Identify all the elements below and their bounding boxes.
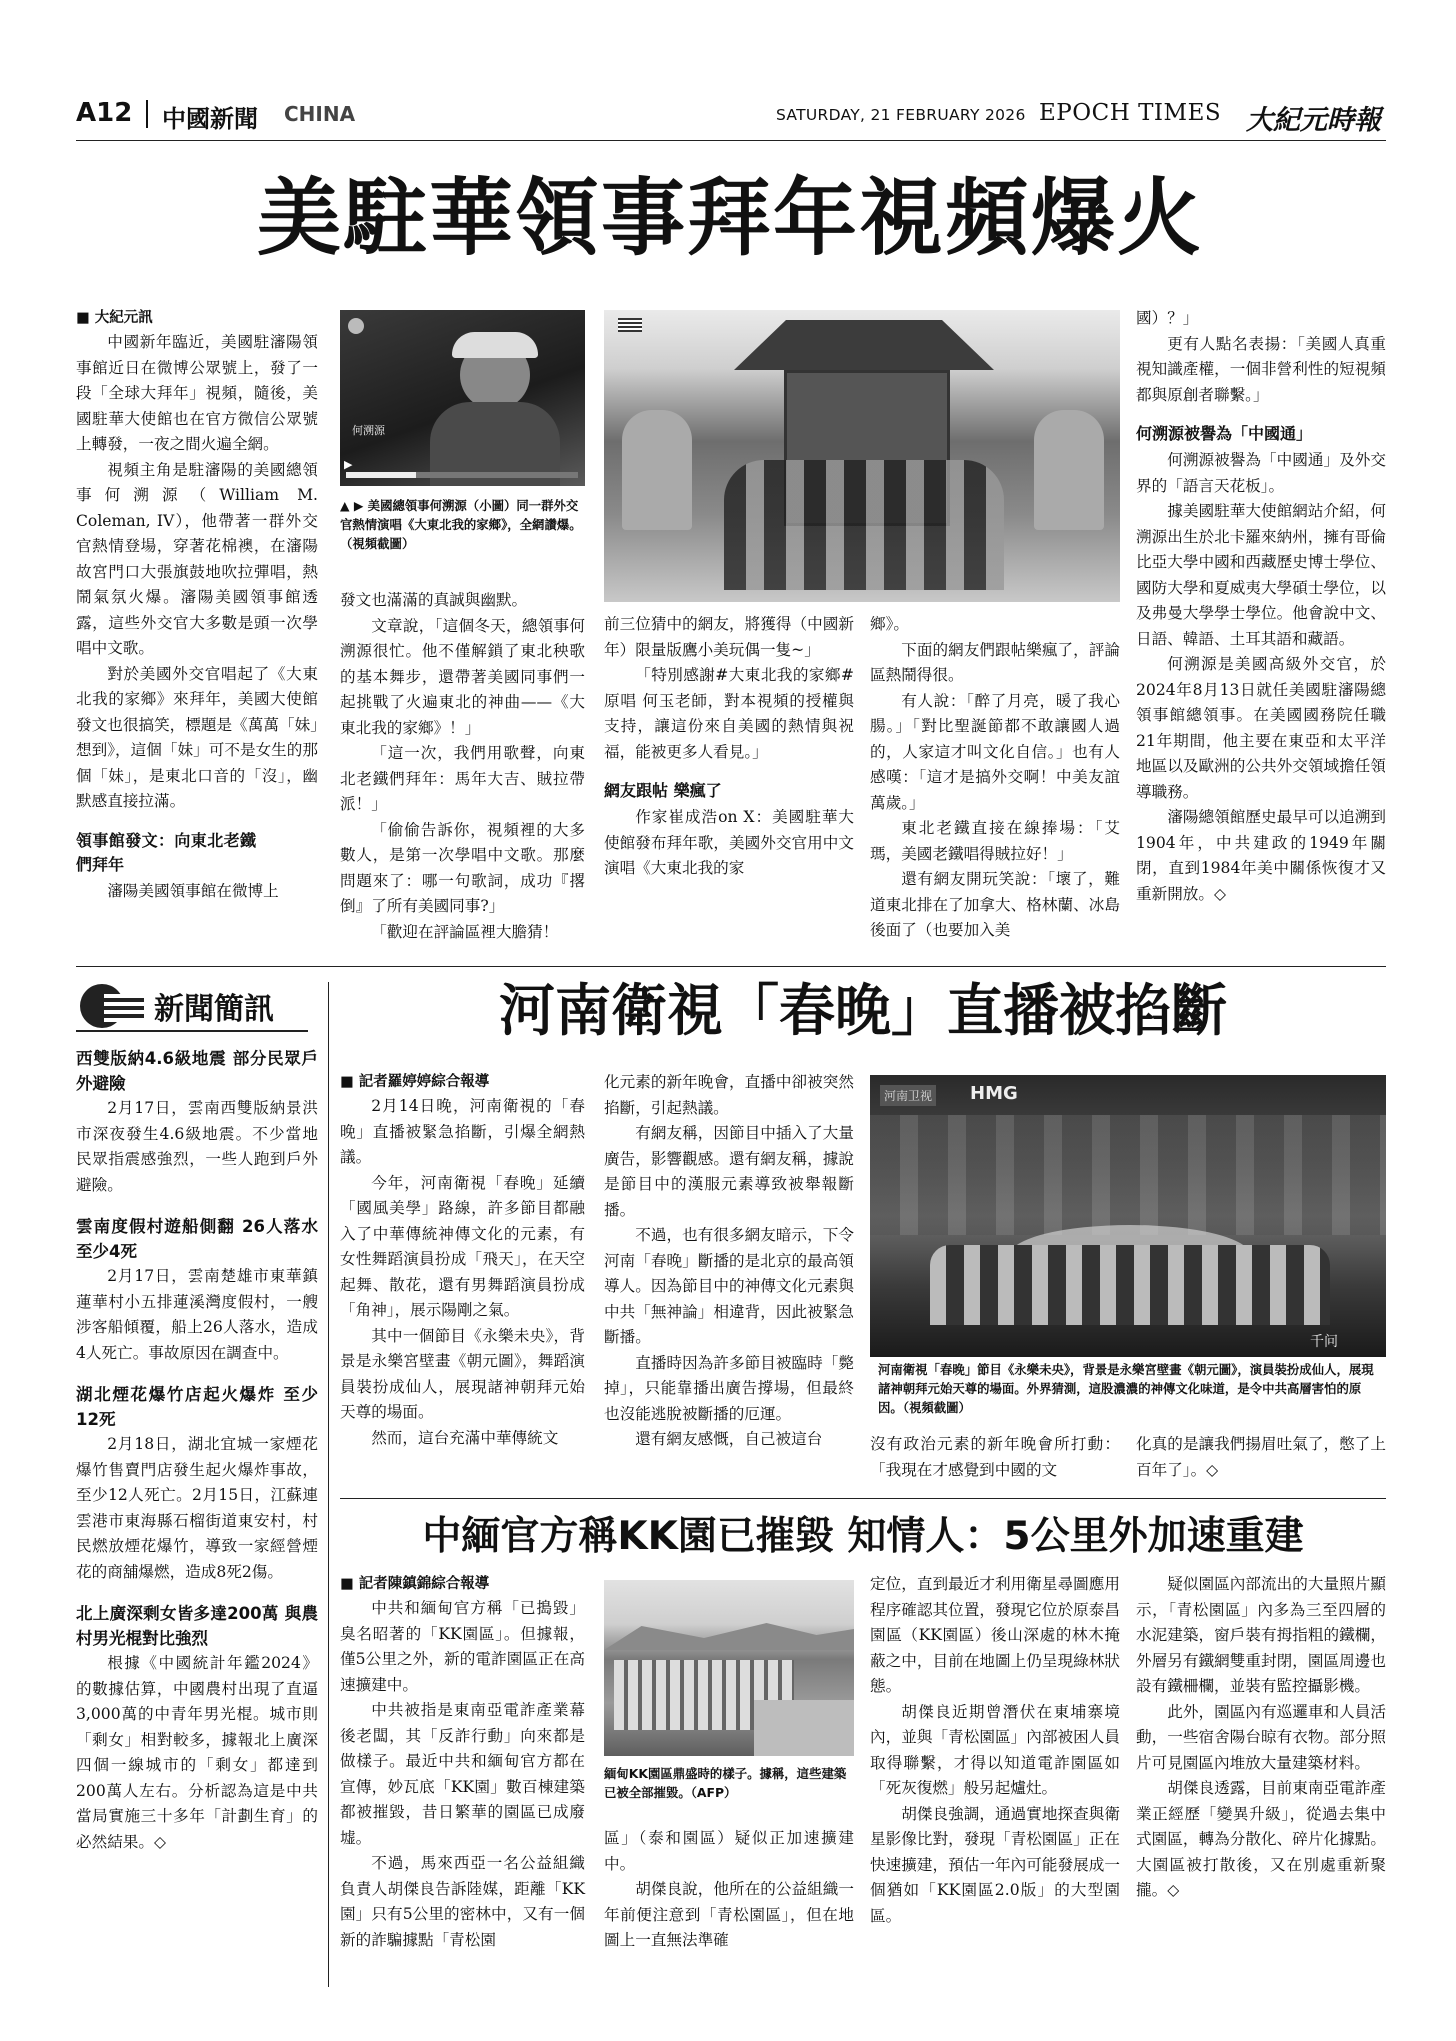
story2-column-2: [604, 1070, 854, 1453]
paragraph: 更有人點名表揚：「美國人真重視知識產權，一個非營利性的短視頻都與原創者聯繫。」: [1136, 334, 1386, 404]
paragraph: 瀋陽美國領事館在微博上: [107, 881, 279, 900]
paragraph: 何溯源是美國高級外交官，於2024年8月13日就任美國駐瀋陽總領事館總領事。在美國國務院任職21年期間，他主要在東亞和太平洋地區以及歐洲的公共外交領域擔任領導職務。: [1136, 655, 1386, 801]
paragraph: 還有網友開玩笑說：「壞了，難道東北排在了加拿大、格林蘭、冰島後面了（也要加入美: [870, 870, 1120, 939]
play-icon[interactable]: ▶: [344, 458, 353, 471]
story1-column-5: [1136, 306, 1386, 907]
byline-marker: ■: [76, 310, 95, 326]
story1-headline: 美駐華領事拜年視頻爆火: [256, 168, 1203, 267]
story1-photo-small: [340, 310, 585, 486]
palace-roof: [734, 320, 994, 370]
paragraph: 下面的網友們跟帖樂瘋了，評論區熱鬧得很。: [870, 640, 1120, 684]
page-number: A12: [76, 98, 133, 128]
paragraph: 視頻主角是駐瀋陽的美國總領事何溯源（William M. Coleman, IV），他帶著一群外交官熱情登場，穿著花棉襖，在瀋陽故宮門口大張旗鼓地吹拉彈唱，熱鬧氣氛火爆。瀋陽美國領事館透露，這些外交官大多數是頭一次學唱中文歌。: [76, 460, 318, 657]
paragraph: 據美國駐華大使館網站介紹，何溯源出生於北卡羅來納州，擁有哥倫比亞大學中國和西藏歷史博士學位、國防大學和夏威夷大學碩士學位，以及弗曼大學學士學位。他會說中文、日語、韓語、土耳其語和藏語。: [1136, 502, 1386, 648]
paragraph: 沒有政治元素的新年晚會所打動：「我現在才感覺到中國的文: [870, 1435, 1120, 1479]
story3-photo-caption: 緬甸KK園區鼎盛時的樣子。據稱，這些建築已被全部摧毀。（AFP）: [604, 1766, 847, 1800]
stone-lion-right: [1034, 410, 1104, 530]
paragraph: 東北老鐵直接在線捧場：「艾瑪，美國老鐵唱得賊拉好！」: [870, 819, 1120, 863]
brief-body: 2月17日，雲南西雙版納景洪市深夜發生4.6級地震。不少當地民眾指震感強烈，一些人跑到戶外避險。: [76, 1099, 318, 1194]
paragraph: 胡傑良說，他所在的公益組織一年前便注意到「青松園區」，但在地圖上一直無法準確: [604, 1880, 854, 1949]
paragraph: 有網友稱，因節目中插入了大量廣告，影響觀感。還有網友稱，據說是節目中的漢服元素導致被舉報斷播。: [604, 1124, 854, 1219]
paragraph: 直播時因為許多節目被臨時「斃掉」，只能靠播出廣告撐場，但最終也沒能逃脫被斷播的厄運。: [604, 1353, 854, 1423]
paragraph: 區」（泰和園區）疑似正加速擴建中。: [604, 1829, 854, 1873]
masthead: [76, 96, 1386, 136]
paragraph: 「歡迎在評論區裡大膽猜！: [371, 922, 559, 941]
brief-headline: 湖北煙花爆竹店起火爆炸 至少12死: [76, 1385, 318, 1429]
paragraph: 化元素的新年晚會，直播中卻被突然掐斷，引起熱議。: [604, 1073, 854, 1117]
paragraph: 然而，這台充滿中華傳統文: [371, 1428, 559, 1447]
story3-photo: [604, 1580, 854, 1756]
paragraph: 文章說，「這個冬天，總領事何溯源很忙。他不僅解鎖了東北秧歌的基本舞步，還帶著美國同事們一起挑戰了火遍東北的神曲——《大東北我的家鄉》！」: [340, 616, 585, 737]
masthead-rule: [76, 140, 1386, 141]
paragraph: 鄉》。: [870, 615, 909, 633]
story1-subhead-1: 領事館發文：向東北老鐵們拜年: [76, 830, 256, 874]
paragraph: 不過，也有很多網友暗示，下令河南「春晚」斷播的是北京的最高領導人。因為節目中的神傳文化元素與中共「無神論」相違背，因此被緊急斷播。: [604, 1226, 854, 1346]
paragraph: 中共被指是東南亞電詐產業幕後老闆，其「反詐行動」向來都是做樣子。最近中共和緬甸官方都在宣傳，妙瓦底「KK園」數百棟建築都被摧毀，昔日繁華的園區已成廢墟。: [340, 1701, 585, 1847]
story3-headline: 中緬官方稱KK園已摧毀 知情人：5公里外加速重建: [422, 1514, 1304, 1559]
story2-column-4: [1136, 1432, 1386, 1483]
briefs-column: [76, 1046, 318, 1855]
photo-name-label: 何溯源: [352, 424, 385, 437]
story-divider: [340, 1498, 1386, 1499]
watermark-logo: 千问: [1310, 1334, 1338, 1350]
briefs-vertical-rule: [328, 982, 329, 1987]
brief-headline: 雲南度假村遊船側翻 26人落水至少4死: [76, 1217, 318, 1261]
paper-name-en: EPOCH TIMES: [1039, 100, 1222, 126]
story2-photo-caption: 河南衛視「春晚」節目《永樂未央》，背景是永樂宮壁畫《朝元圖》，演員裝扮成仙人，展現諸神朝拜元始天尊的場面。外界猜測，這股濃濃的神傳文化味道，是令中共高層害怕的原因。（視頻截圖）: [878, 1362, 1374, 1415]
paragraph: 中國新年臨近，美國駐瀋陽領事館近日在微博公眾號上，發了一段「全球大拜年」視頻，隨後，美國駐華大使館也在官方微信公眾號上轉發，一夜之間火遍全網。: [76, 333, 318, 453]
flag-icon: [618, 318, 642, 332]
video-progress-bar[interactable]: [346, 472, 578, 478]
byline-marker: ■: [340, 1074, 359, 1090]
story1-subhead-2: 網友跟帖 樂瘋了: [604, 781, 722, 800]
story3-byline: 記者陳鎮錦綜合報導: [358, 1576, 490, 1592]
paragraph: 今年，河南衛視「春晚」延續「國風美學」路線，許多節目都融入了中華傳統神傳文化的元素，有女性舞蹈演員扮成「飛天」，在天空起舞、散花，還有男舞蹈演員扮成「角神」，展示陽剛之氣。: [340, 1173, 585, 1319]
paragraph: 此外，園區內有巡邏車和人員活動，一些宿舍陽台晾有衣物。部分照片可見園區內堆放大量建築材料。: [1136, 1702, 1386, 1772]
paragraph: 國）？」: [1136, 309, 1199, 327]
paragraph: 胡傑良強調，通過實地探查與衛星影像比對，發現「青松園區」正在快速擴建，預估一年內可能發展成一個猶如「KK園區2.0版」的大型園區。: [870, 1804, 1120, 1925]
stone-lion-left: [622, 410, 692, 530]
story1-column-2: [340, 588, 585, 945]
byline-marker: ■: [340, 1576, 359, 1592]
story2-photo: [870, 1075, 1386, 1357]
mural-background: [870, 1115, 1386, 1235]
masthead-divider: [146, 100, 148, 128]
paragraph: 定位，直到最近才利用衛星尋圖應用程序確認其位置，發現它位於原泰昌園區（KK園區）後山深處的林木掩蔽之中，目前在地圖上仍呈現綠林狀態。: [870, 1575, 1120, 1695]
hmg-logo: HMG: [970, 1083, 1018, 1104]
story1-column-1: [76, 306, 318, 904]
section-divider: [76, 966, 1386, 967]
paragraph: 何溯源被譽為「中國通」及外交界的「語言天花板」。: [1136, 451, 1386, 495]
paragraph: 胡傑良透露，目前東南亞電詐產業正經歷「變異升級」，從過去集中式園區，轉為分散化、碎片化據點。大園區被打散後，又在別處重新聚攏。◇: [1136, 1779, 1386, 1899]
paragraph: 其中一個節目《永樂未央》，背景是永樂宮壁畫《朝元圖》，舞蹈演員裝扮成仙人，展現諸神朝拜元始天尊的場面。: [340, 1326, 585, 1421]
brief-headline: 北上廣深剩女皆多達200萬 與農村男光棍對比強烈: [76, 1604, 318, 1648]
story1-subhead-3: 何溯源被譽為「中國通」: [1136, 424, 1313, 443]
briefs-banner: [76, 982, 308, 1032]
story3-column-2: [604, 1826, 854, 1954]
section-name-en: CHINA: [284, 102, 356, 126]
dancers: [724, 460, 1004, 590]
flag-seal-icon: [348, 318, 364, 334]
river: [754, 1700, 854, 1756]
paragraph: 胡傑良近期曾潛伏在東埔寨境內，並與「青松園區」內部被困人員取得聯繫，才得以知道電詐園區如「死灰復燃」般另起爐灶。: [870, 1702, 1120, 1797]
story2-byline: 記者羅婷婷綜合報導: [358, 1074, 490, 1090]
briefs-logo-stripes: [104, 994, 144, 1022]
paragraph: 「特別感謝#大東北我的家鄉#原唱 何玉老師，對本視頻的授權與支持，讓這份來自美國的熱情與祝福，能被更多人看見。」: [604, 666, 854, 761]
paragraph: 作家崔成浩on X：美國駐華大使館發布拜年歌，美國外交官用中文演唱《大東北我的家: [604, 808, 854, 877]
paragraph: 「這一次，我們用歌聲，向東北老鐵們拜年：馬年大吉、賊拉帶派！」: [340, 744, 585, 813]
story3-column-4: [1136, 1572, 1386, 1904]
paragraph: 「偷偷告訴你，視頻裡的大多數人，是第一次學唱中文歌。那麼問題來了：哪一句歌詞，成功『撂倒』了所有美國同事?」: [340, 820, 585, 915]
story2-column-1: [340, 1070, 585, 1451]
paragraph: 有人說：「醉了月亮，暖了我心腸。」「對比聖誕節都不敢讓國人過的，人家這才叫文化自信。」也有人感嘆：「這才是搞外交啊！中美友誼萬歲。」: [870, 691, 1120, 812]
brief-headline: 西雙版納4.6級地震 部分民眾戶外避險: [76, 1049, 318, 1093]
story3-column-1: [340, 1572, 585, 1953]
brief-body: 2月17日，雲南楚雄市東華鎮蓮華村小五排蓮溪灣度假村，一艘涉客船傾覆，船上26人落水，造成4人死亡。事故原因在調查中。: [76, 1267, 318, 1362]
paper-name-cn: 大紀元時報: [1246, 105, 1381, 136]
story1-byline: 大紀元訊: [94, 310, 153, 326]
brief-body: 2月18日，湖北宜城一家煙花爆竹售賣門店發生起火爆炸事故，至少12人死亡。2月15日，江蘇連雲港市東海縣石榴街道東安村，村民燃放煙花爆竹，導致一家經營煙花的商舖爆燃，造成8死2傷。: [76, 1435, 318, 1581]
paragraph: 疑似園區內部流出的大量照片顯示，「青松園區」內多為三至四層的水泥建築，窗戶裝有拇指粗的鐵欄，外層另有鐵網雙重封閉，園區周邊也設有鐵柵欄，並裝有監控攝影機。: [1136, 1575, 1386, 1695]
story1-column-3: [604, 612, 854, 882]
paragraph: 前三位猜中的網友，將獲得（中國新年）限量版鷹小美玩偶一隻~」: [604, 615, 854, 659]
issue-date: SATURDAY, 21 FEBRUARY 2026: [776, 106, 1026, 124]
paragraph: 2月14日晚，河南衛視的「春晚」直播被緊急掐斷，引爆全網熱議。: [340, 1097, 585, 1166]
hills: [604, 1620, 854, 1650]
brief-body: 根據《中國統計年鑑2024》的數據估算，中國農村出現了直逼3,000萬的中青年男光棍。城市則「剩女」相對較多，據報北上廣深四個一線城市的「剩女」都達到200萬人左右。分析認為這是中共當局實施三十多年「計劃生育」的必然結果。◇: [76, 1654, 318, 1851]
paragraph: 化真的是讓我們揚眉吐氣了，憋了上百年了」。◇: [1136, 1435, 1386, 1479]
section-name-cn: 中國新聞: [162, 105, 258, 133]
briefs-title: 新聞簡訊: [154, 992, 274, 1027]
story2-headline: 河南衛視「春晚」直播被掐斷: [499, 978, 1227, 1044]
story1-photo-main: [604, 310, 1120, 602]
story1-column-4: [870, 612, 1120, 944]
channel-logo: 河南卫视: [880, 1085, 936, 1106]
paragraph: 還有網友感慨，自己被這台: [635, 1430, 823, 1448]
person-hat: [452, 332, 538, 358]
paragraph: 瀋陽總領館歷史最早可以追溯到1904年，中共建政的1949年關閉，直到1984年美中關係恢復才又重新開放。◇: [1136, 808, 1386, 903]
story3-column-3: [870, 1572, 1120, 1929]
story1-photo-caption: ▲ ▶ 美國總領事何溯源（小圖）同一群外交官熱情演唱《大東北我的家鄉》，全網讚爆。（視頻截圖）: [340, 498, 582, 551]
story2-column-3: [870, 1432, 1120, 1483]
paragraph: 不過，馬來西亞一名公益組織負責人胡傑良告訴陸媒，距離「KK園」只有5公里的密林中，又有一個新的詐騙據點「青松園: [340, 1854, 585, 1949]
paragraph: 對於美國外交官唱起了《大東北我的家鄉》來拜年，美國大使館發文也很搞笑，標題是《萬萬「妹」想到》，這個「妹」可不是女生的那個「妹」，是東北口音的「沒」，幽默感直接拉滿。: [76, 664, 318, 810]
paragraph: 中共和緬甸官方稱「已搗毀」臭名昭著的「KK園區」。但據報，僅5公里之外，新的電詐園區正在高速擴建中。: [340, 1599, 585, 1694]
paragraph: 發文也滿滿的真誠與幽默。: [340, 591, 528, 609]
performers: [930, 1245, 1330, 1325]
video-progress-fill: [346, 472, 416, 478]
